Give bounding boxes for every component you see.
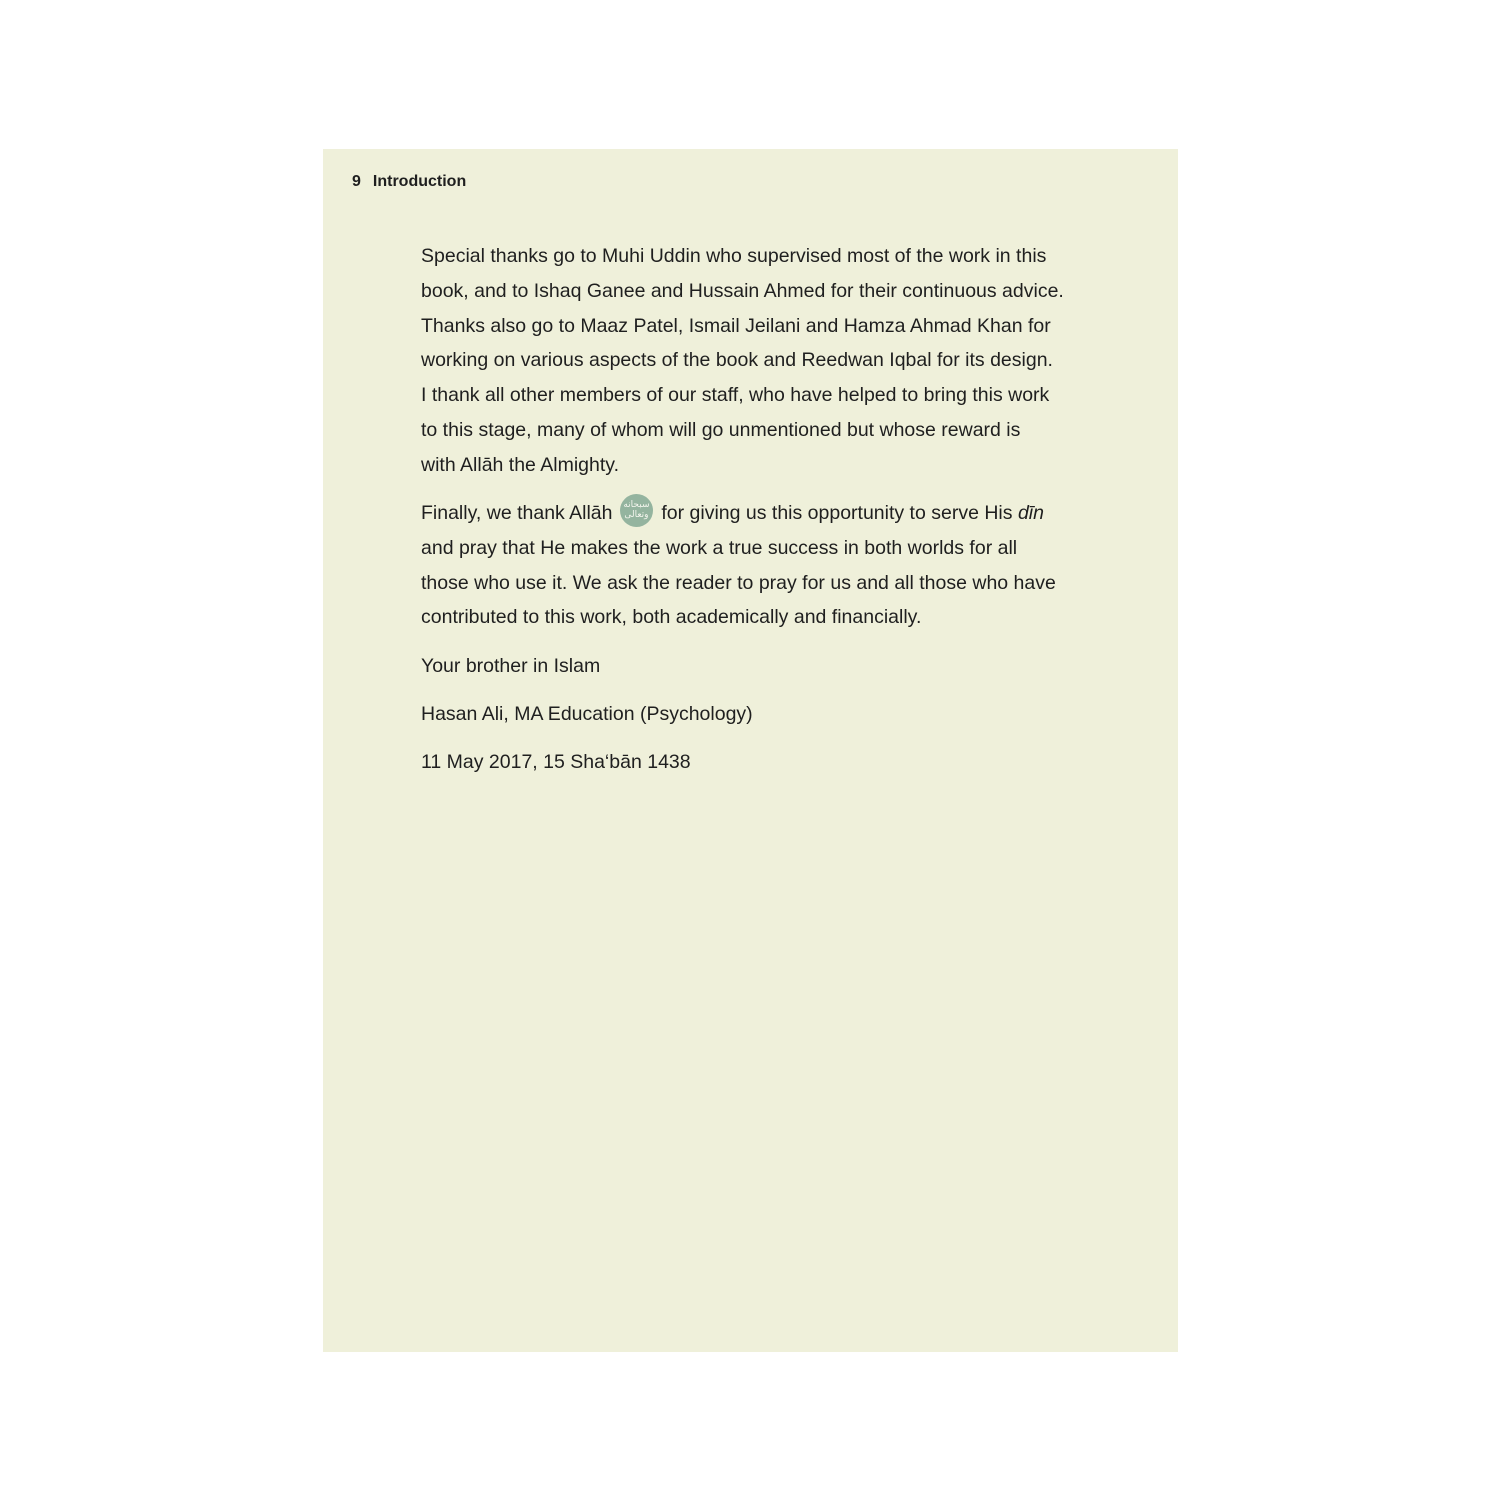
honorific-bottom-text: وتعالى xyxy=(624,510,649,521)
paragraph-line: I thank all other members of our staff, who have helped to bring this work xyxy=(421,384,1050,407)
paragraph-line: Special thanks go to Muhi Uddin who supervised most of the work in this xyxy=(421,245,1047,267)
running-head xyxy=(352,173,466,191)
paragraph-line: contributed to this work, both academically and financially. xyxy=(421,606,922,629)
paragraph-line: those who use it. We ask the reader to pray for us and all those who have xyxy=(421,571,1056,594)
paragraph-line: book, and to Ishaq Ganee and Hussain Ahmed for their continuous advice. xyxy=(421,279,1064,302)
honorific-top-text: سبحانه xyxy=(623,500,650,511)
paragraph-line: and pray that He makes the work a true success in both worlds for all xyxy=(421,536,1018,559)
text-segment: Finally, we thank Allāh xyxy=(421,502,613,525)
thanks-paragraph xyxy=(421,496,1101,635)
section-title: Introduction xyxy=(372,173,467,190)
paragraph-line: to this stage, many of whom will go unmentioned but whose reward is xyxy=(421,418,1021,441)
italic-term: dīn xyxy=(1017,502,1044,525)
text-segment: for giving us this opportunity to serve His xyxy=(661,502,1013,525)
closing-line: Your brother in Islam xyxy=(421,654,601,677)
paragraph-line xyxy=(421,496,1101,531)
book-page xyxy=(323,149,1178,1352)
paragraph-line: Thanks also go to Maaz Patel, Ismail Jeilani and Hamza Ahmad Khan for xyxy=(421,314,1051,337)
subhanahu-wa-taala-seal-icon xyxy=(620,494,653,527)
signature-line: Hasan Ali, MA Education (Psychology) xyxy=(421,703,753,726)
paragraph-line: with Allāh the Almighty. xyxy=(421,453,619,476)
body-text xyxy=(421,239,1101,794)
page-number: 9 xyxy=(352,173,361,190)
acknowledgements-paragraph xyxy=(421,239,1101,483)
date-line: 11 May 2017, 15 Sha‘bān 1438 xyxy=(421,751,691,774)
paragraph-line: working on various aspects of the book and Reedwan Iqbal for its design. xyxy=(421,349,1053,372)
